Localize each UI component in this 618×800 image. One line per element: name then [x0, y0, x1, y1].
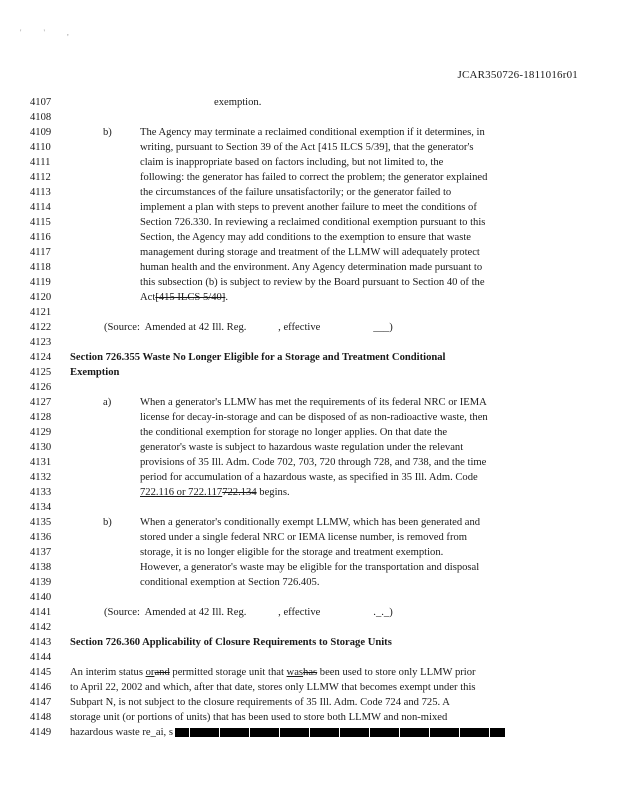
line-text: stored under a single federal NRC or IEMA license number, is removed from — [140, 532, 468, 543]
text-run: Act — [140, 292, 156, 303]
struck-text: 722.134 — [222, 487, 257, 498]
line-text: license for decay-in-storage and can be disposed of as non-radioactive waste, then — [140, 412, 488, 423]
line-number: 4117 — [30, 247, 51, 258]
line-number: 4148 — [30, 712, 52, 723]
line-text: conditional exemption at Section 726.405. — [140, 577, 320, 588]
line-number: 4135 — [30, 517, 52, 528]
line-text: period for accumulation of a hazardous waste, as specified in 35 Ill. Adm. Code — [140, 472, 478, 483]
line-number: 4118 — [30, 262, 51, 273]
line-number: 4133 — [30, 487, 52, 498]
line-number: 4129 — [30, 427, 52, 438]
text-run: been used to store only LLMW prior — [317, 667, 476, 678]
line-text: this subsection (b) is subject to review by the Board pursuant to Section 40 of the — [140, 277, 485, 288]
line-number: 4127 — [30, 397, 52, 408]
line-text: However, a generator's waste may be eligible for the transportation and disposal — [140, 562, 480, 573]
line-number: 4131 — [30, 457, 52, 468]
text-run: . — [225, 292, 228, 303]
line-number: 4122 — [30, 322, 52, 333]
line-number: 4124 — [30, 352, 52, 363]
subsection-label: a) — [103, 397, 112, 408]
line-number: 4119 — [30, 277, 51, 288]
line-number: 4144 — [30, 652, 52, 663]
line-text: the circumstances of the failure unsatisfactorily; or the generator failed to — [140, 187, 452, 198]
line-number: 4114 — [30, 202, 51, 213]
subsection-label: b) — [103, 127, 112, 138]
line-number: 4146 — [30, 682, 52, 693]
line-text: Section, the Agency may add conditions to the exemption to ensure that waste — [140, 232, 471, 243]
subsection-label: b) — [103, 517, 112, 528]
line-number: 4147 — [30, 697, 52, 708]
line-text: implement a plan with steps to prevent another failure to meet the conditions of — [140, 202, 477, 213]
line-text: writing, pursuant to Section 39 of the Act [415 ILCS 5/39], that the generator's — [140, 142, 474, 153]
line-number: 4107 — [30, 97, 52, 108]
line-number: 4142 — [30, 622, 52, 633]
line-number: 4141 — [30, 607, 52, 618]
text-run: begins. — [256, 487, 290, 498]
line-text: claim is inappropriate based on factors including, but not limited to, the — [140, 157, 444, 168]
line-number: 4121 — [30, 307, 52, 318]
line-text: When a generator's LLMW has met the requirements of its federal NRC or IEMA — [140, 397, 487, 408]
text-run: An interim status — [70, 667, 146, 678]
line-number: 4125 — [30, 367, 52, 378]
line-text: to April 22, 2002 and which, after that date, stores only LLMW that becomes exempt under this — [70, 682, 476, 693]
line-number: 4126 — [30, 382, 52, 393]
line-number: 4123 — [30, 337, 52, 348]
line-text: management during storage and treatment of the LLMW will adequately protect — [140, 247, 480, 258]
line-text: Section 726.330. In reviewing a reclaimed conditional exemption pursuant to this — [140, 217, 486, 228]
line-text: Subpart N, is not subject to the closure requirements of 35 Ill. Adm. Code 724 and 725. A — [70, 697, 450, 708]
line-text: When a generator's conditionally exempt LLMW, which has been generated and — [140, 517, 481, 528]
line-number: 4128 — [30, 412, 52, 423]
line-text: generator's waste is subject to hazardous waste regulation under the relevant — [140, 442, 464, 453]
line-text: following: the generator has failed to correct the problem; the generator explained — [140, 172, 488, 183]
line-number: 4137 — [30, 547, 52, 558]
line-number: 4149 — [30, 727, 52, 738]
line-text — [140, 290, 228, 305]
line-number: 4108 — [30, 112, 52, 123]
line-number: 4109 — [30, 127, 52, 138]
line-number: 4138 — [30, 562, 52, 573]
line-text — [70, 665, 476, 680]
line-text: human health and the environment. Any Agency determination made pursuant to — [140, 262, 483, 273]
inserted-text: or — [145, 667, 155, 678]
line-text: storage, it is no longer eligible for the storage and treatment exemption. — [140, 547, 444, 558]
source-note: (Source: Amended at 42 Ill. Reg. , effective ___) — [104, 322, 393, 333]
text-run: hazardous waste re_ai, s — [70, 727, 173, 738]
section-heading: Section 726.360 Applicability of Closure Requirements to Storage Units — [70, 637, 392, 648]
struck-text: has — [303, 667, 318, 678]
line-text: the conditional exemption for storage no longer applies. On that date the — [140, 427, 448, 438]
section-heading: Exemption — [70, 367, 120, 378]
struck-text: and — [154, 667, 170, 678]
line-text — [140, 485, 290, 500]
line-text: storage unit (or portions of units) that has been used to store both LLMW and non-mixed — [70, 712, 448, 723]
line-number: 4110 — [30, 142, 51, 153]
struck-text: [415 ILCS 5/40] — [155, 292, 226, 303]
line-number: 4116 — [30, 232, 51, 243]
inserted-text: 722.116 or 722.117 — [140, 487, 223, 498]
line-number: 4112 — [30, 172, 51, 183]
source-note: (Source: Amended at 42 Ill. Reg. , effective ._._) — [104, 607, 393, 618]
line-text — [70, 725, 505, 740]
line-number: 4132 — [30, 472, 52, 483]
line-number: 4134 — [30, 502, 52, 513]
line-number: 4136 — [30, 532, 52, 543]
inserted-text: was — [286, 667, 304, 678]
section-heading: Section 726.355 Waste No Longer Eligible for a Storage and Treatment Conditional — [70, 352, 446, 363]
line-number: 4143 — [30, 637, 52, 648]
redaction-bar — [175, 728, 505, 737]
line-number: 4113 — [30, 187, 51, 198]
line-text: exemption. — [214, 97, 262, 108]
line-number: 4120 — [30, 292, 52, 303]
line-number: 4145 — [30, 667, 52, 678]
line-number: 4139 — [30, 577, 52, 588]
document-id: JCAR350726-1811016r01 — [457, 69, 578, 81]
line-number: 4140 — [30, 592, 52, 603]
line-text: provisions of 35 Ill. Adm. Code 702, 703, 720 through 728, and 738, and the time — [140, 457, 487, 468]
text-run: permitted storage unit that — [169, 667, 287, 678]
line-number: 4115 — [30, 217, 51, 228]
scan-artifact: ' ' , — [20, 28, 79, 37]
line-text: The Agency may terminate a reclaimed conditional exemption if it determines, in — [140, 127, 485, 138]
line-number: 4111 — [30, 157, 51, 168]
line-number: 4130 — [30, 442, 52, 453]
